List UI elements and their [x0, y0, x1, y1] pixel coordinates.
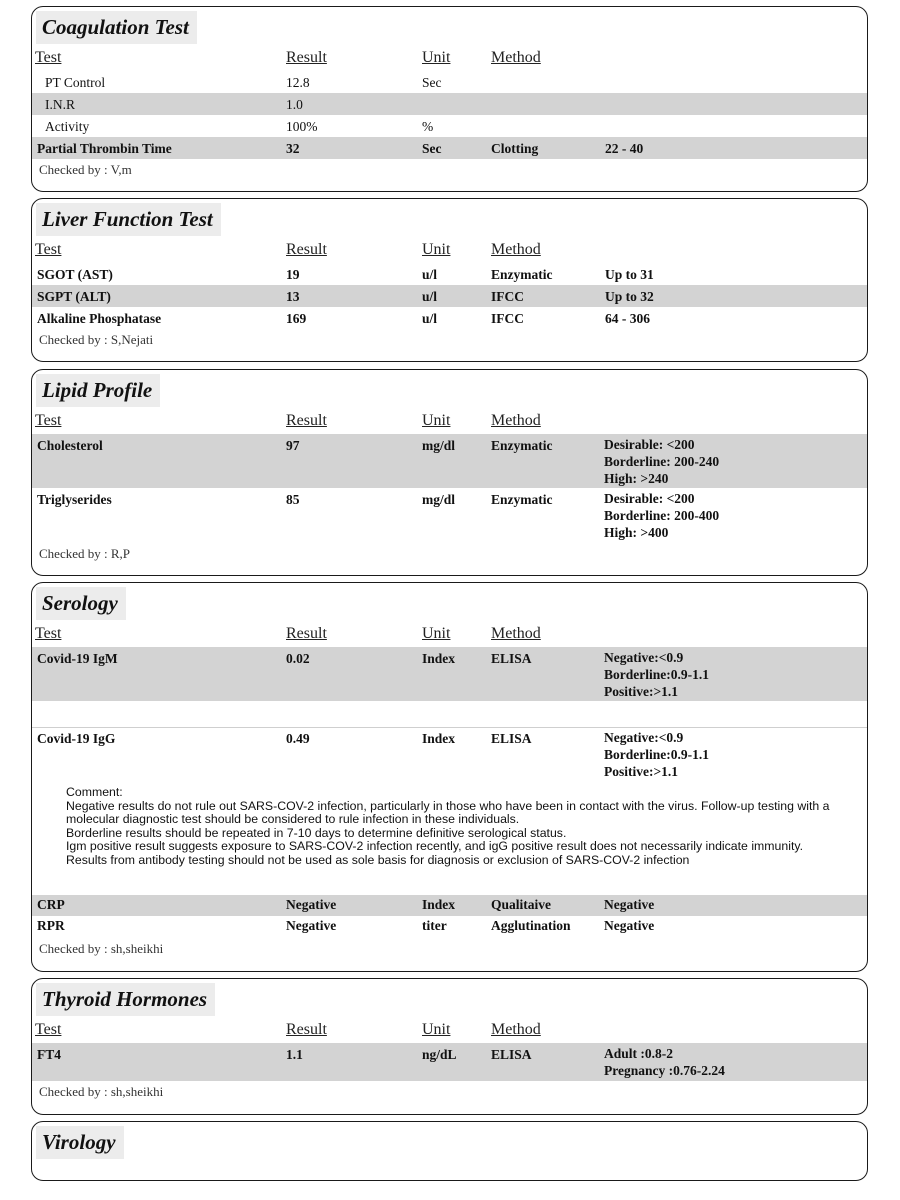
header-unit: Unit	[422, 49, 451, 66]
test-name: Partial Thrombin Time	[37, 141, 172, 156]
test-method: ELISA	[491, 651, 532, 666]
table-row	[32, 137, 867, 159]
header-unit: Unit	[422, 241, 451, 258]
table-header	[32, 241, 867, 261]
test-method: Qualitaive	[491, 897, 551, 912]
test-result: Negative	[286, 918, 337, 933]
test-unit: u/l	[422, 267, 438, 282]
virology-section	[31, 1121, 868, 1181]
test-result: 12.8	[286, 75, 310, 90]
reference-range: 22 - 40	[605, 141, 644, 156]
table-row	[32, 285, 867, 307]
table-row	[32, 307, 867, 329]
header-result: Result	[286, 49, 327, 66]
lipid-profile-section	[31, 369, 868, 576]
test-unit: u/l	[422, 311, 438, 326]
test-result: 100%	[286, 119, 318, 134]
table-row	[32, 488, 867, 542]
table-row	[32, 93, 867, 115]
section-title: Coagulation Test	[36, 11, 197, 44]
table-header	[32, 1021, 867, 1041]
test-unit: mg/dl	[422, 492, 456, 507]
header-test: Test	[35, 241, 62, 258]
section-title: Serology	[36, 587, 126, 620]
reference-range: Up to 32	[605, 289, 654, 304]
header-method: Method	[491, 412, 541, 429]
header-method: Method	[491, 49, 541, 66]
test-method: Agglutination	[491, 918, 571, 933]
test-name: SGPT (ALT)	[37, 289, 111, 304]
test-method: Enzymatic	[491, 267, 553, 282]
table-header	[32, 625, 867, 645]
test-unit: %	[422, 119, 434, 134]
table-row	[32, 71, 867, 93]
checked-by: Checked by : V,m	[39, 162, 132, 177]
test-unit: Index	[422, 731, 456, 746]
test-name: Cholesterol	[37, 438, 103, 453]
thyroid-hormones-section	[31, 978, 868, 1115]
test-unit: Sec	[422, 141, 442, 156]
test-unit: mg/dl	[422, 438, 456, 453]
test-unit: ng/dL	[422, 1047, 457, 1062]
coagulation-section	[31, 6, 868, 192]
serology-section	[31, 582, 868, 972]
table-row	[32, 1043, 867, 1081]
test-method: Enzymatic	[491, 438, 553, 453]
checked-by: Checked by : sh,sheikhi	[39, 1084, 164, 1099]
test-unit: titer	[422, 918, 447, 933]
test-unit: Index	[422, 897, 456, 912]
liver-function-section	[31, 198, 868, 362]
test-result: 1.1	[286, 1047, 303, 1062]
comment-label: Comment:	[66, 785, 123, 799]
table-row	[32, 115, 867, 137]
test-method: ELISA	[491, 731, 532, 746]
header-unit: Unit	[422, 625, 451, 642]
section-title: Lipid Profile	[36, 374, 160, 407]
serology-comment	[66, 786, 846, 867]
header-method: Method	[491, 241, 541, 258]
reference-range: Desirable: <200 Borderline: 200-240 High: >240	[604, 437, 720, 486]
reference-range: Adult :0.8-2 Pregnancy :0.76-2.24	[604, 1046, 725, 1078]
reference-range: 64 - 306	[605, 311, 650, 326]
test-unit: u/l	[422, 289, 438, 304]
reference-range: Negative:<0.9 Borderline:0.9-1.1 Positive:>1.1	[604, 730, 709, 779]
reference-range: Negative	[604, 897, 655, 912]
test-name: PT Control	[45, 75, 106, 90]
test-name: RPR	[37, 918, 65, 933]
table-row	[32, 434, 867, 488]
test-name: Activity	[45, 119, 90, 134]
table-row	[32, 916, 867, 938]
header-method: Method	[491, 625, 541, 642]
header-result: Result	[286, 625, 327, 642]
reference-range: Up to 31	[605, 267, 654, 282]
comment-line: Negative results do not rule out SARS-COV-2 infection, particularly in those who have been in contact with the virus. Follow-up testing with a molecular diagnostic test should be considered to rule infection in these individuals.	[66, 798, 830, 826]
section-title: Liver Function Test	[36, 203, 221, 236]
comment-line: Results from antibody testing should not be used as sole basis for diagnosis or exclusion of SARS-COV-2 infection	[66, 852, 690, 867]
test-result: 0.02	[286, 651, 310, 666]
test-result: 13	[286, 289, 300, 304]
table-row	[32, 895, 867, 916]
header-result: Result	[286, 412, 327, 429]
table-row	[32, 263, 867, 285]
test-name: Covid-19 IgM	[37, 651, 118, 666]
test-result: 1.0	[286, 97, 303, 112]
header-test: Test	[35, 625, 62, 642]
test-name: I.N.R	[45, 97, 75, 112]
test-result: 19	[286, 267, 300, 282]
test-method: Enzymatic	[491, 492, 553, 507]
section-title: Virology	[36, 1126, 124, 1159]
header-test: Test	[35, 1021, 62, 1038]
comment-line: Borderline results should be repeated in 7-10 days to determine definitive serological status.	[66, 825, 567, 840]
table-header	[32, 412, 867, 432]
table-header	[32, 49, 867, 69]
test-result: 0.49	[286, 731, 310, 746]
header-result: Result	[286, 241, 327, 258]
test-result: 85	[286, 492, 300, 507]
test-name: Covid-19 IgG	[37, 731, 116, 746]
checked-by: Checked by : sh,sheikhi	[39, 941, 164, 956]
test-result: 169	[286, 311, 307, 326]
header-result: Result	[286, 1021, 327, 1038]
header-unit: Unit	[422, 1021, 451, 1038]
header-test: Test	[35, 49, 62, 66]
test-name: Alkaline Phosphatase	[37, 311, 162, 326]
header-test: Test	[35, 412, 62, 429]
test-result: Negative	[286, 897, 337, 912]
test-result: 97	[286, 438, 300, 453]
header-unit: Unit	[422, 412, 451, 429]
test-method: Clotting	[491, 141, 539, 156]
test-result: 32	[286, 141, 300, 156]
table-row	[32, 727, 867, 781]
test-name: SGOT (AST)	[37, 267, 113, 282]
test-name: CRP	[37, 897, 65, 912]
comment-line: Igm positive result suggests exposure to SARS-COV-2 infection recently, and igG positive result does not necessarily indicate immunity.	[66, 839, 804, 853]
test-name: FT4	[37, 1047, 62, 1062]
table-row	[32, 647, 867, 701]
checked-by: Checked by : S,Nejati	[39, 332, 154, 347]
test-unit: Sec	[422, 75, 442, 90]
checked-by: Checked by : R,P	[39, 546, 130, 561]
test-method: IFCC	[491, 311, 524, 326]
reference-range: Negative	[604, 918, 655, 933]
section-title: Thyroid Hormones	[36, 983, 215, 1016]
reference-range: Negative:<0.9 Borderline:0.9-1.1 Positive:>1.1	[604, 650, 709, 699]
test-method: IFCC	[491, 289, 524, 304]
header-method: Method	[491, 1021, 541, 1038]
reference-range: Desirable: <200 Borderline: 200-400 High: >400	[604, 491, 720, 540]
test-name: Triglyserides	[37, 492, 112, 507]
test-unit: Index	[422, 651, 456, 666]
test-method: ELISA	[491, 1047, 532, 1062]
